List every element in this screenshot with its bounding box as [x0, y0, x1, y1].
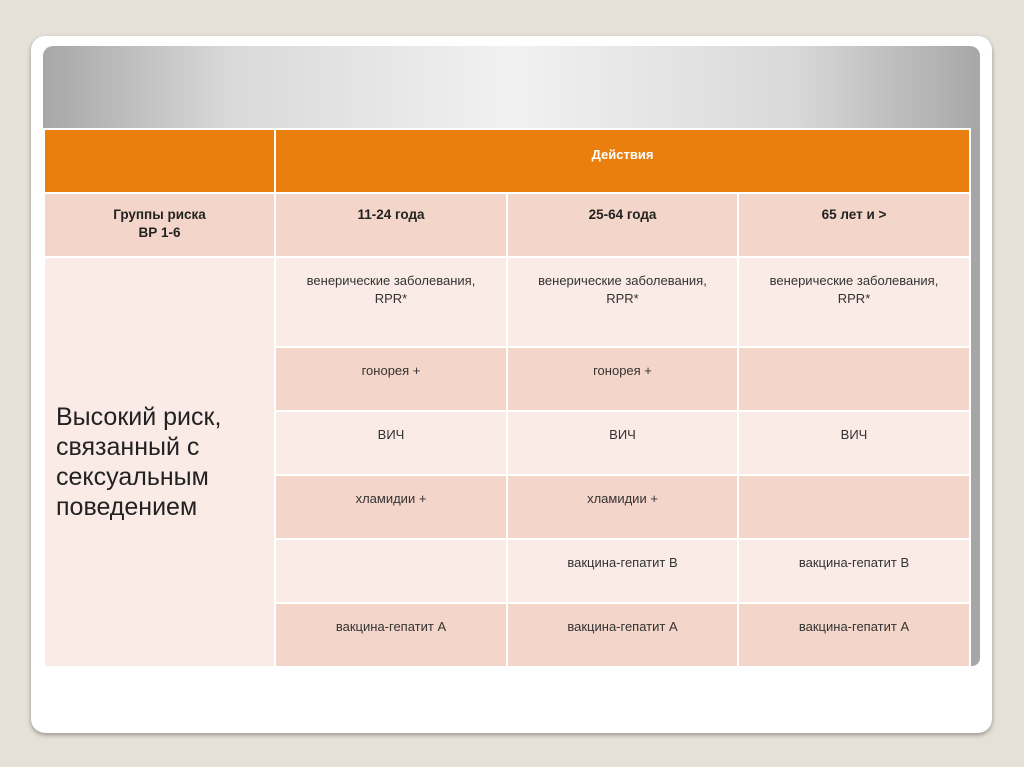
header-age-25-64: 25-64 года — [507, 193, 738, 257]
title-banner — [43, 46, 980, 136]
table-cell — [738, 475, 970, 539]
table-cell: гонорея + — [275, 347, 507, 411]
header-risk-groups — [44, 193, 275, 257]
header-risk-groups-line1: Группы риска — [113, 207, 206, 222]
cell-text: венерические заболевания, RPR* — [538, 273, 707, 306]
table-cell — [275, 539, 507, 603]
header-row-ages — [44, 193, 970, 257]
table-cell: ВИЧ — [738, 411, 970, 475]
header-actions: Действия — [275, 129, 970, 193]
table-row — [44, 257, 970, 347]
table-cell: вакцина-гепатит В — [507, 539, 738, 603]
risk-group-label-line4: поведением — [56, 493, 198, 521]
table-cell: вакцина-гепатит А — [738, 603, 970, 667]
table-cell — [275, 257, 507, 347]
cell-text: венерические заболевания, RPR* — [769, 273, 939, 306]
risk-group-label-line1: Высокий риск, — [56, 403, 222, 431]
cell-text: венерические заболевания, RPR* — [306, 273, 476, 306]
table-cell — [507, 257, 738, 347]
table-cell: ВИЧ — [507, 411, 738, 475]
header-age-11-24: 11-24 года — [275, 193, 507, 257]
table-cell — [738, 257, 970, 347]
risk-group-label — [44, 257, 275, 667]
header-age-65-plus: 65 лет и > — [738, 193, 970, 257]
risk-group-label-line2: связанный с — [56, 433, 200, 461]
table-cell: хламидии + — [507, 475, 738, 539]
table-cell: вакцина-гепатит В — [738, 539, 970, 603]
table-cell: гонорея + — [507, 347, 738, 411]
table-cell — [738, 347, 970, 411]
header-risk-groups-line2: ВР 1-6 — [138, 225, 181, 240]
risk-group-label-line3: сексуальным — [56, 463, 209, 491]
table-cell: вакцина-гепатит А — [507, 603, 738, 667]
table-cell: ВИЧ — [275, 411, 507, 475]
risk-table — [43, 128, 971, 668]
header-row-actions — [44, 129, 970, 193]
table-cell: хламидии + — [275, 475, 507, 539]
header-corner-cell — [44, 129, 275, 193]
table-cell: вакцина-гепатит А — [275, 603, 507, 667]
